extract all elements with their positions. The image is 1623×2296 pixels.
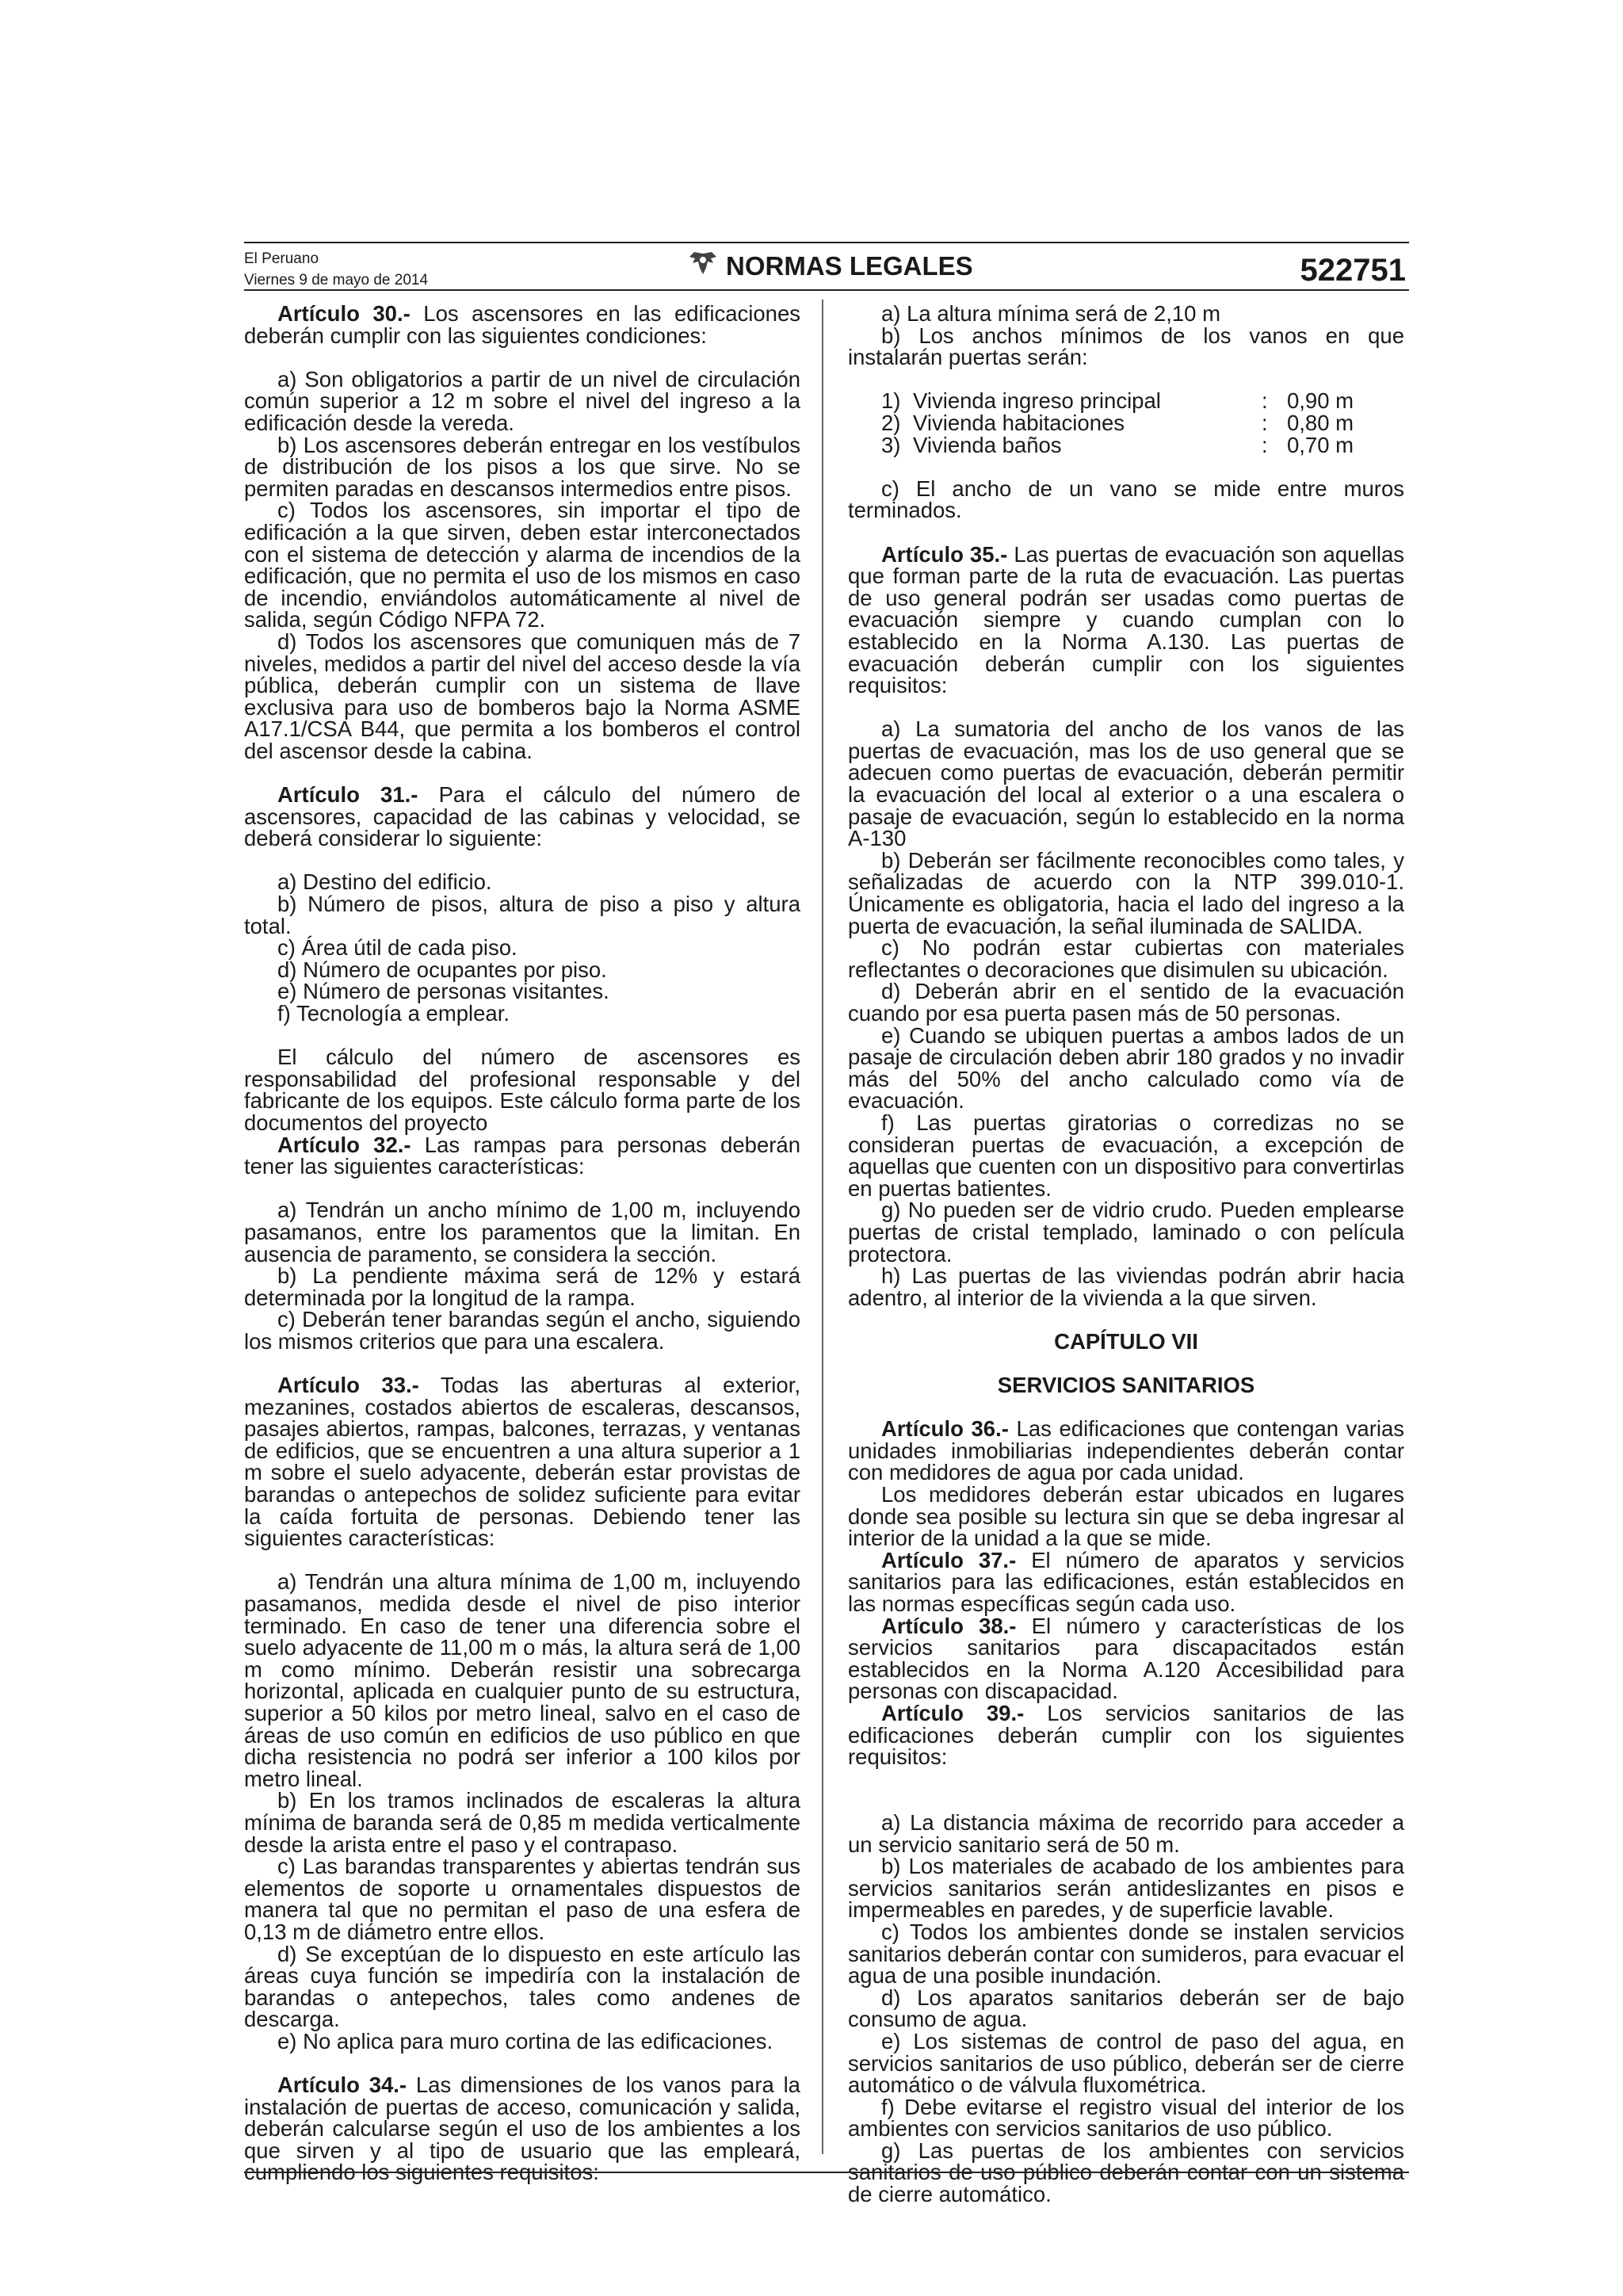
list-item: e) Los sistemas de control de paso del agua, en servicios sanitarios de uso público, deberán ser de cierre automático o de válvula fluxométrica. xyxy=(848,2028,1404,2098)
article-title: Artículo 35.- xyxy=(881,541,1008,567)
list-item: h) Las puertas de las viviendas podrán abrir hacia adentro, al interior de la vivienda a la que sirven. xyxy=(848,1263,1404,1310)
list-item: b) En los tramos inclinados de escaleras la altura mínima de baranda será de 0,85 m medida verticalmente desde la arista entre el paso y el contrapaso. xyxy=(244,1788,800,1857)
article-title: Artículo 30.- xyxy=(277,301,411,326)
header-masthead xyxy=(688,250,973,281)
row-number: 2) xyxy=(881,410,901,435)
list-item: b) Los materiales de acabado de los ambientes para servicios sanitarios serán antideslizantes en pisos e impermeables en paredes, y de superficie lavable. xyxy=(848,1854,1404,1923)
list-item: d) Se exceptúan de lo dispuesto en este artículo las áreas cuya función se impediría con la instalación de barandas o antepechos, tales como andenes de descarga. xyxy=(244,1941,800,2032)
list-item: c) Todos los ascensores, sin importar el tipo de edificación a la que sirven, deben estar interconectados con el sistema de detección y alarma de incendios de la edificación, que no permita el uso de los mismos en caso de incendio, enviándolos automáticamente al nivel de salida, según Código NFPA 72. xyxy=(244,498,800,632)
list-item: a) La altura mínima será de 2,10 m xyxy=(881,301,1220,326)
list-item: c) Deberán tener barandas según el ancho, siguiendo los mismos criterios que para una escalera. xyxy=(244,1307,800,1354)
article-title: Artículo 39.- xyxy=(881,1701,1025,1725)
row-label: Vivienda ingreso principal xyxy=(913,388,1161,414)
article-title: Artículo 37.- xyxy=(881,1547,1017,1572)
page-header xyxy=(244,242,1409,291)
list-item: c) No podrán estar cubiertas con materiales reflectantes o decoraciones que disimulen su ubicación. xyxy=(848,935,1404,982)
article-note: El cálculo del número de ascensores es responsabilidad del profesional responsable y del fabricante de los equipos. Este cálculo forma parte de los documentos del proyecto xyxy=(244,1045,800,1135)
article-30 xyxy=(244,303,800,346)
article-title: Artículo 32.- xyxy=(277,1132,411,1157)
row-separator: : xyxy=(1262,410,1268,435)
article-text: Las dimensiones de los vanos para la instalación de puertas de acceso, comunicación y salida, deberán calcularse según el uso de los ambientes a los que sirven y al tipo de usuario que las empleará, cumpliendo los siguientes requisitos: xyxy=(244,2073,800,2185)
list-item: f) Debe evitarse el registro visual del interior de los ambientes con servicios sanitarios de uso público. xyxy=(848,2094,1404,2141)
header-rule-bottom xyxy=(244,289,1409,291)
row-value: 0,90 m xyxy=(1287,388,1354,414)
list-item: a) La distancia máxima de recorrido para acceder a un servicio sanitario será de 50 m. xyxy=(848,1809,1404,1857)
list-item: b) Número de pisos, altura de piso a piso y altura total. xyxy=(244,892,800,938)
column-divider xyxy=(822,300,823,2154)
list-item: a) Son obligatorios a partir de un nivel de circulación común superior a 12 m sobre el nivel del ingreso a la edificación desde la vereda. xyxy=(244,366,800,435)
list-item: d) Deberán abrir en el sentido de la evacuación cuando por esa puerta pasen más de 50 personas. xyxy=(848,979,1404,1026)
row-label: Vivienda habitaciones xyxy=(913,410,1125,435)
article-text: Los servicios sanitarios de las edificaciones deberán cumplir con los siguientes requisitos: xyxy=(848,1701,1404,1770)
header-title: NORMAS LEGALES xyxy=(726,250,973,281)
list-item: b) Deberán ser fácilmente reconocibles como tales, y señalizadas de acuerdo con la NTP 399.010-1. Únicamente es obligatoria, hacia el lado del ingreso a la puerta de evacuación, la señal iluminada de SALIDA. xyxy=(848,847,1404,938)
list-item: c) Todos los ambientes donde se instalen servicios sanitarios deberán contar con sumideros, para evacuar el agua de una posible inundación. xyxy=(848,1919,1404,1988)
list-item: b) Los anchos mínimos de los vanos en que instalarán puertas serán: xyxy=(848,323,1404,370)
list-item: c) El ancho de un vano se mide entre muros terminados. xyxy=(848,476,1404,523)
article-title: Artículo 31.- xyxy=(277,782,418,808)
article-34 xyxy=(244,2074,800,2183)
chapter-heading: CAPÍTULO VII xyxy=(1054,1328,1198,1354)
row-separator: : xyxy=(1262,388,1268,414)
article-32 xyxy=(244,1134,800,1178)
page-number: 522751 xyxy=(1300,253,1406,288)
list-item: g) No pueden ser de vidrio crudo. Pueden emplearse puertas de cristal templado, laminado o con película protectora. xyxy=(848,1198,1404,1266)
article-33 xyxy=(244,1374,800,1549)
row-number: 1) xyxy=(881,388,901,414)
article-38 xyxy=(848,1615,1404,1702)
list-item: c) Área útil de cada piso. xyxy=(277,935,517,961)
list-item: e) Cuando se ubiquen puertas a ambos lados de un pasaje de circulación deben abrir 180 grados y no invadir más del 50% del ancho calculado como vía de evacuación. xyxy=(848,1022,1404,1114)
list-item: f) Las puertas giratorias o corredizas no se consideran puertas de evacuación, a excepción de aquellas que cuenten con un dispositivo para convertirlas en puertas batientes. xyxy=(848,1110,1404,1201)
article-39 xyxy=(848,1702,1404,1768)
row-value: 0,70 m xyxy=(1287,432,1354,457)
left-column xyxy=(244,303,800,2183)
chapter-title: SERVICIOS SANITARIOS xyxy=(997,1373,1255,1398)
article-text: Para el cálculo del número de ascensores, capacidad de las cabinas y velocidad, se deberá considerar lo siguiente: xyxy=(244,782,800,851)
article-text: El número y características de los servicios sanitarios para discapacitados están establecidos en la Norma A.120 Accesibilidad para personas con discapacidad. xyxy=(848,1613,1404,1704)
list-item: d) Los aparatos sanitarios deberán ser de bajo consumo de agua. xyxy=(848,1985,1404,2032)
footer-rule xyxy=(244,2172,1409,2173)
article-text: Las rampas para personas deberán tener las siguientes características: xyxy=(244,1132,800,1179)
article-35 xyxy=(848,541,1404,698)
publication-date: Viernes 9 de mayo de 2014 xyxy=(244,272,429,288)
door-width-row xyxy=(848,434,1404,457)
list-item: c) Las barandas transparentes y abiertas tendrán sus elementos de soporte u ornamentales dispuestos de manera tal que no permitan el paso de una esfera de 0,13 m de diámetro entre ellos. xyxy=(244,1854,800,1944)
list-item: d) Todos los ascensores que comuniquen más de 7 niveles, medidos a partir del nivel del acceso desde la vía pública, deberán cumplir con un sistema de llave exclusiva para uso de bomberos bajo la Norma ASME A17.1/CSA B44, que permita a los bomberos el control del ascensor desde la cabina. xyxy=(244,628,800,763)
row-label: Vivienda baños xyxy=(913,432,1062,457)
article-36 xyxy=(848,1418,1404,1484)
list-item: g) Las puertas de los ambientes con servicios sanitarios de uso público deberán contar con un sistema de cierre automático. xyxy=(848,2137,1404,2207)
row-value: 0,80 m xyxy=(1287,410,1354,435)
right-column xyxy=(848,303,1404,2206)
article-text: Los ascensores en las edificaciones deberán cumplir con las siguientes condiciones: xyxy=(244,301,800,348)
publication-name: El Peruano xyxy=(244,250,319,267)
paragraph: Los medidores deberán estar ubicados en lugares donde sea posible su lectura sin que se deba ingresar al interior de la unidad a la que se mide. xyxy=(848,1482,1404,1551)
list-item: e) No aplica para muro cortina de las edificaciones. xyxy=(277,2028,773,2053)
list-item: a) Tendrán una altura mínima de 1,00 m, incluyendo pasamanos, medida desde el nivel de piso interior terminado. En caso de tener una diferencia sobre el suelo adyacente de 11,00 m o más, la altura será de 1,00 m como mínimo. Deberán resistir una sobrecarga horizontal, aplicada en cualquier punto de su estructura, superior a 50 kilos por metro lineal, salvo en el caso de áreas de uso común en edificios de uso público en que dicha resistencia no podrá ser inferior a 100 kilos por metro lineal. xyxy=(244,1569,800,1791)
article-37 xyxy=(848,1549,1404,1615)
door-width-row xyxy=(848,390,1404,412)
door-width-row xyxy=(848,412,1404,434)
article-text: El número de aparatos y servicios sanitarios para las edificaciones, están establecidos en las normas específicas según cada uso. xyxy=(848,1547,1404,1617)
article-text: Las edificaciones que contengan varias unidades inmobiliarias independientes deberán contar con medidores de agua por cada unidad. xyxy=(848,1416,1405,1485)
article-title: Artículo 33.- xyxy=(277,1373,419,1398)
header-meta xyxy=(244,248,428,291)
article-text: Todas las aberturas al exterior, mezanines, costados abiertos de escaleras, descansos, pasajes abiertos, rampas, balcones, terrazas, y ventanas de edificios, que se encuentren a una altura superior a 1 m sobre el suelo adyacente, deberán estar provistas de barandas o antepechos de solidez suficiente para evitar la caída fortuita de personas. Debiendo tener las siguientes características: xyxy=(244,1373,800,1551)
article-title: Artículo 36.- xyxy=(881,1416,1009,1442)
list-item: e) Número de personas visitantes. xyxy=(277,979,609,1004)
row-number: 3) xyxy=(881,432,901,457)
list-item: b) Los ascensores deberán entregar en los vestíbulos de distribución de los pisos a los que sirve. No se permiten paradas en descansos intermedios entre pisos. xyxy=(244,432,800,501)
article-text: Las puertas de evacuación son aquellas que forman parte de la ruta de evacuación. Las puertas de uso general podrán ser usadas como puertas de evacuación siempre y cuando cumplan con lo establecido en la Norma A.130. Las puertas de evacuación deberán cumplir con los siguientes requisitos: xyxy=(848,541,1404,698)
list-item: d) Número de ocupantes por piso. xyxy=(277,957,607,982)
article-title: Artículo 34.- xyxy=(277,2073,407,2098)
list-item: a) Destino del edificio. xyxy=(277,869,492,895)
coat-of-arms-icon xyxy=(688,250,718,281)
header-rule-top xyxy=(244,242,1409,243)
article-31 xyxy=(244,784,800,850)
list-item: a) La sumatoria del ancho de los vanos de las puertas de evacuación, mas los de uso general que se adecuen como puertas de evacuación, deberán permitir la evacuación del local al exterior o a una escalera o pasaje de evacuación, según lo establecido en la norma A-130 xyxy=(848,716,1404,851)
article-title: Artículo 38.- xyxy=(881,1613,1017,1638)
list-item: a) Tendrán un ancho mínimo de 1,00 m, incluyendo pasamanos, entre los paramentos que la limitan. En ausencia de paramento, se considera la sección. xyxy=(244,1198,800,1266)
list-item: f) Tecnología a emplear. xyxy=(277,1001,510,1026)
list-item: b) La pendiente máxima será de 12% y estará determinada por la longitud de la rampa. xyxy=(244,1263,800,1310)
row-separator: : xyxy=(1262,432,1268,457)
